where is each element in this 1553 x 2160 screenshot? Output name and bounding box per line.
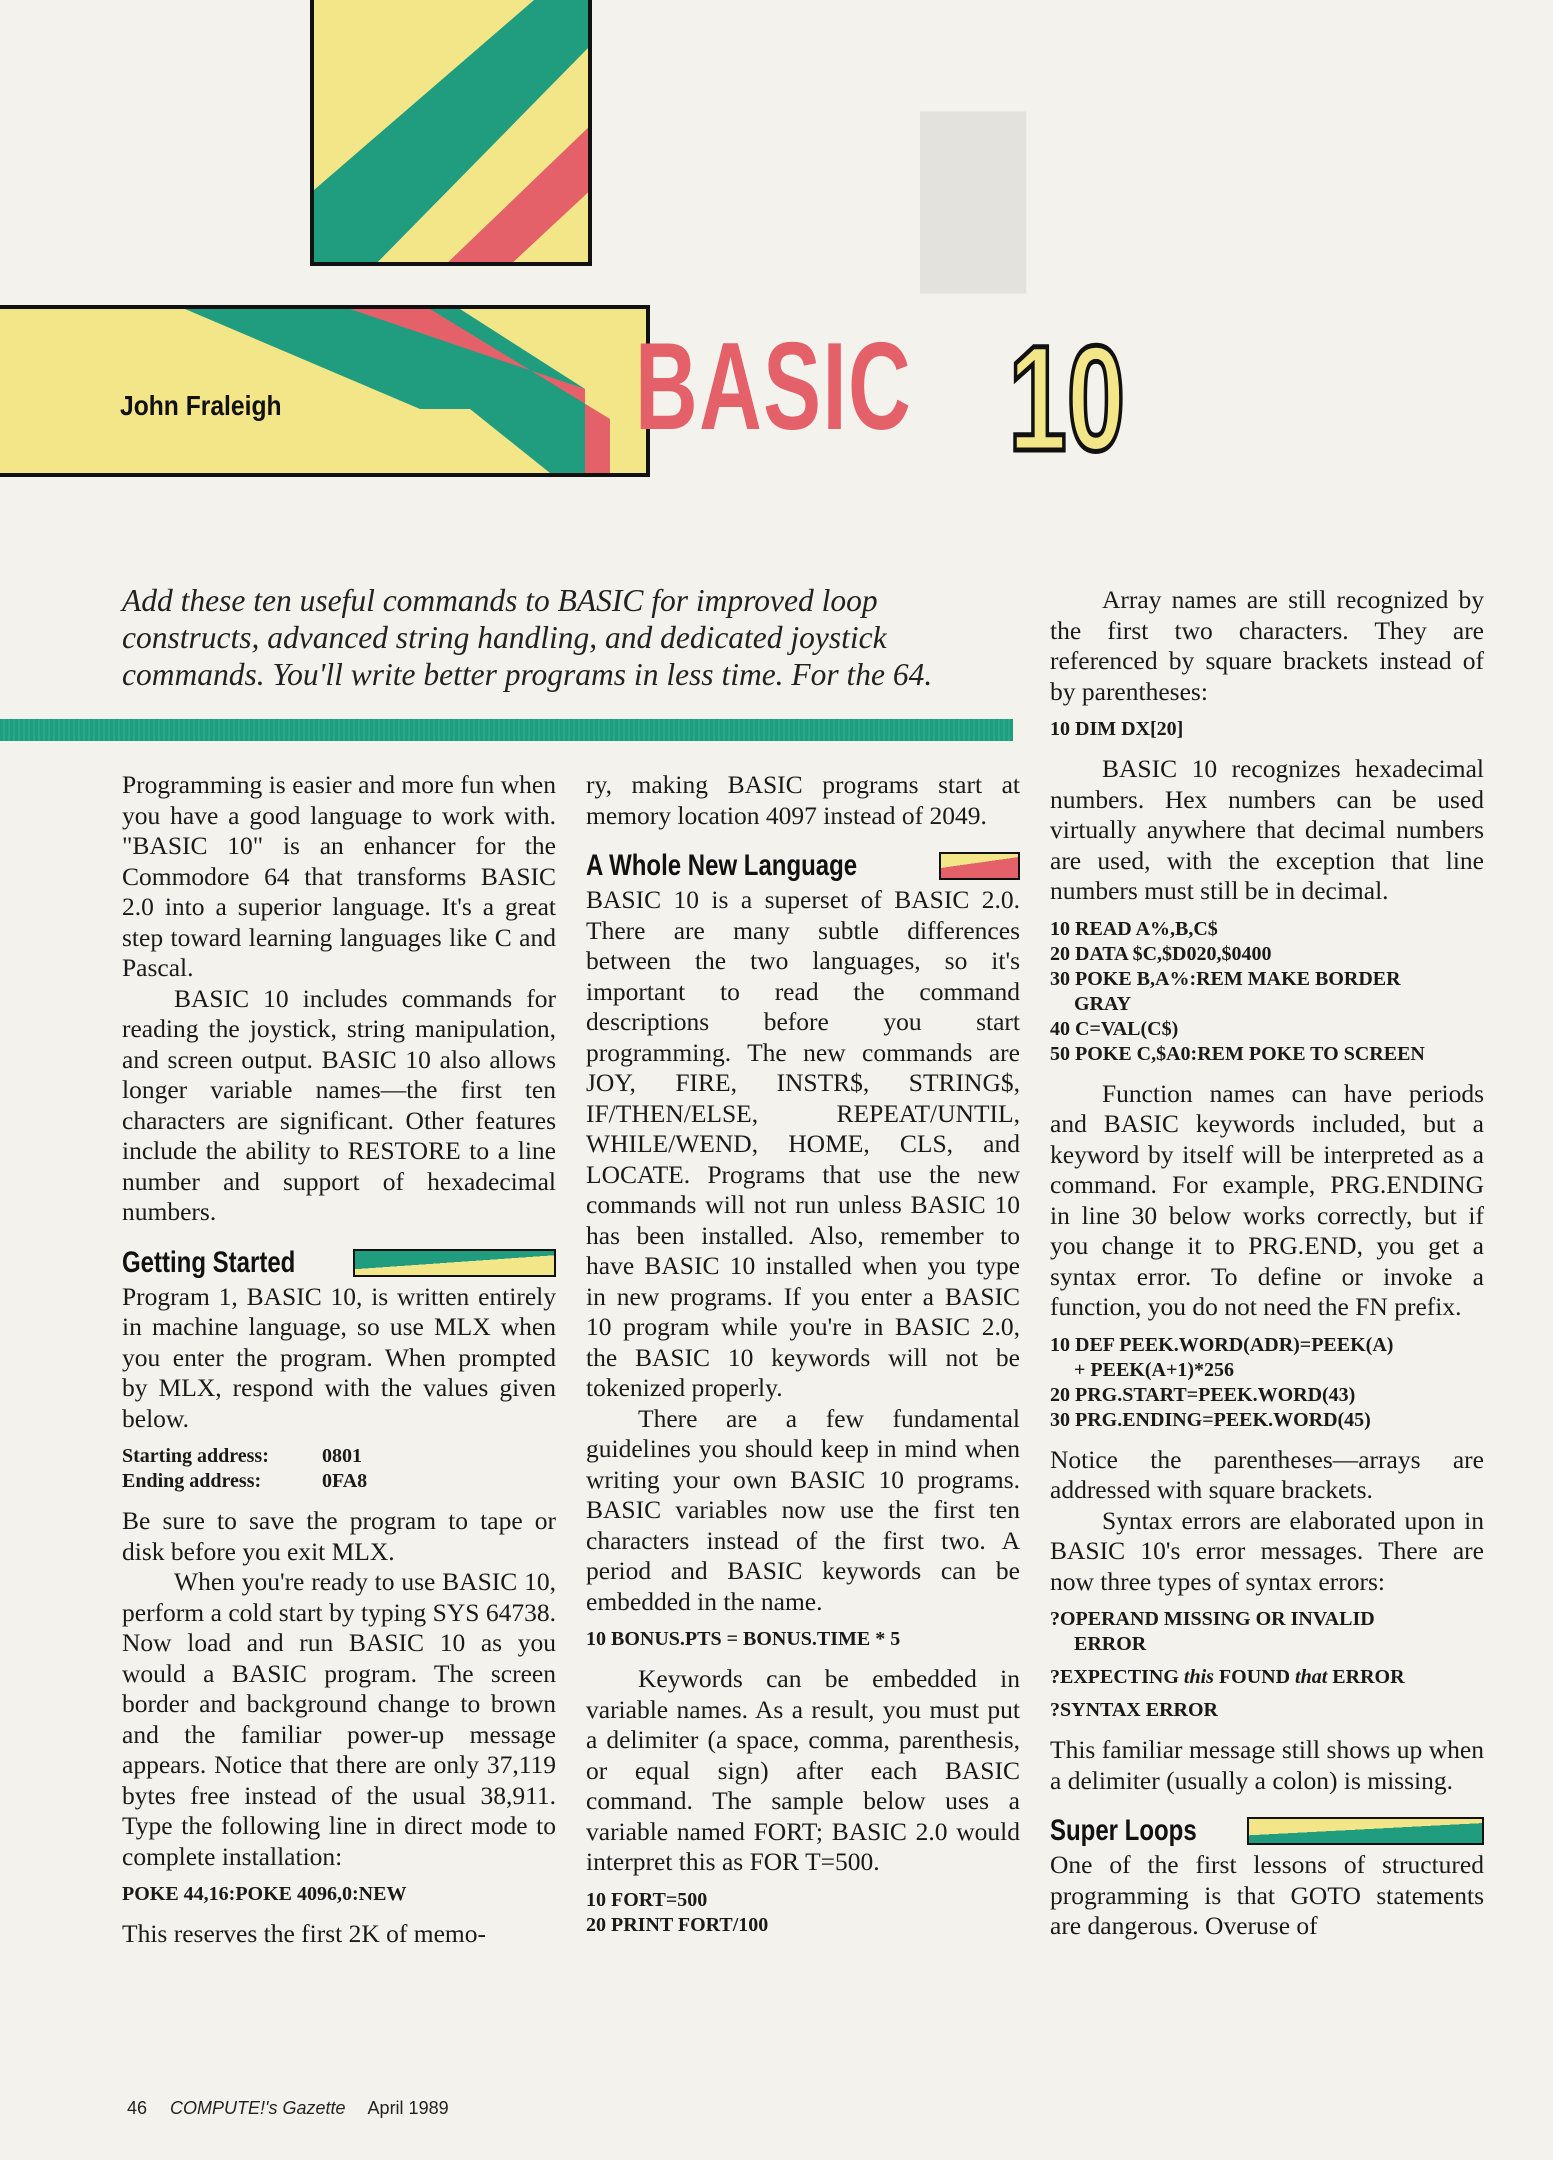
paragraph: This reserves the first 2K of memo- bbox=[122, 1919, 486, 1948]
heading-super-loops bbox=[1050, 1812, 1484, 1850]
paragraph: BASIC 10 is a superset of BASIC 2.0. There are many subtle differences between the two languages, so it's important to read the command descriptions before you start programming. The new commands are JOY, FIRE, INSTR$, STRING$, IF/THEN/ELSE, REPEAT/UNTIL, WHILE/WEND, HOME, CLS, and LOCATE. Programs that use the new commands will not run unless BASIC 10 has been installed. Also, remember to have BASIC 10 installed when you type in new programs. If you enter a BASIC 10 program while you're in BASIC 2.0, the BASIC 10 keywords will not be tokenized properly. bbox=[586, 885, 1020, 1402]
code-line: 20 PRINT FORT/100 bbox=[586, 1913, 769, 1936]
paragraph: Notice the parentheses—arrays are addressed with square brackets. bbox=[1050, 1444, 1484, 1504]
code-line: 10 DEF PEEK.WORD(ADR)=PEEK(A) bbox=[1050, 1333, 1394, 1356]
article-deck: Add these ten useful commands to BASIC for improved loop constructs, advanced string handling, and dedicated joystick commands. You'll write better programs in less time. For the 64. bbox=[122, 583, 933, 692]
heading-whole-new-language bbox=[586, 847, 1020, 885]
code-line: 30 PRG.ENDING=PEEK.WORD(45) bbox=[1050, 1408, 1371, 1431]
paragraph: Syntax errors are elaborated upon in BASIC 10's error messages. There are now three types of syntax errors: bbox=[1050, 1505, 1484, 1596]
magazine-name: COMPUTE!'s Gazette bbox=[170, 2098, 346, 2118]
paragraph: Keywords can be embedded in variable names. As a result, you must put a delimiter (a space, comma, parenthesis, or equal sign) after each BASIC command. The sample below uses a variable named FORT; BASIC 2.0 would interpret this as FOR T=500. bbox=[586, 1664, 1020, 1876]
heading-getting-started bbox=[122, 1244, 556, 1282]
end-address-label: Ending address: bbox=[122, 1470, 262, 1492]
paragraph: Programming is easier and more fun when you have a good language to work with. "BASIC 10" is an enhancer for the Commodore 64 that transforms BASIC 2.0 into a superior language. It's a great step toward learning languages like C and Pascal. bbox=[122, 770, 556, 982]
stripe-graphic-banner bbox=[0, 309, 650, 477]
column-2 bbox=[586, 770, 1020, 1950]
error-line bbox=[1050, 1665, 1484, 1690]
error-text-italic: that bbox=[1295, 1666, 1328, 1688]
header-graphic-box bbox=[310, 0, 592, 266]
code-line: 50 POKE C,$A0:REM POKE TO SCREEN bbox=[1050, 1042, 1425, 1065]
heading-label: A Whole New Language bbox=[586, 849, 858, 882]
code-listing bbox=[1050, 1333, 1484, 1433]
start-address-label: Starting address: bbox=[122, 1445, 269, 1467]
code-line: POKE 44,16:POKE 4096,0:NEW bbox=[122, 1883, 407, 1905]
column-1 bbox=[122, 770, 556, 1950]
code-line: 30 POKE B,A%:REM MAKE BORDER bbox=[1050, 967, 1401, 990]
title-basic: BASIC bbox=[635, 318, 913, 456]
error-text: ?EXPECTING bbox=[1050, 1666, 1184, 1688]
heading-color-bar bbox=[353, 1249, 556, 1277]
paragraph: ry, making BASIC programs start at memory location 4097 instead of 2049. bbox=[586, 770, 1020, 830]
issue-date: April 1989 bbox=[367, 2098, 449, 2118]
paragraph: Program 1, BASIC 10, is written entirely in machine language, so use MLX when you enter the program. When prompted by MLX, respond with the values given below. bbox=[122, 1281, 556, 1433]
page-footer bbox=[127, 2098, 467, 2119]
heading-label: Super Loops bbox=[1050, 1814, 1197, 1847]
code-line: 20 DATA $C,$D020,$0400 bbox=[1050, 942, 1272, 965]
bleed-through-decoration: █ bbox=[920, 112, 1027, 280]
heading-color-bar bbox=[1247, 1817, 1484, 1845]
green-divider-rule bbox=[0, 719, 1013, 741]
end-address-value: 0FA8 bbox=[322, 1470, 368, 1492]
paragraph: This familiar message still shows up when a delimiter (usually a colon) is missing. bbox=[1050, 1735, 1484, 1795]
paragraph: One of the first lessons of structured programming is that GOTO statements are dangerous. Overuse of bbox=[1050, 1850, 1484, 1940]
error-text-italic: this bbox=[1183, 1666, 1214, 1688]
address-listing bbox=[122, 1444, 556, 1494]
code-line: 20 PRG.START=PEEK.WORD(43) bbox=[1050, 1383, 1356, 1406]
title-banner bbox=[0, 305, 650, 477]
error-listing bbox=[1050, 1607, 1484, 1723]
error-line: ?OPERAND MISSING OR INVALID bbox=[1050, 1608, 1375, 1630]
author-byline: John Fraleigh bbox=[120, 390, 282, 421]
paragraph: Array names are still recognized by the first two characters. They are referenced by square brackets instead of by parentheses: bbox=[1050, 585, 1484, 706]
code-line-continued: GRAY bbox=[1074, 992, 1132, 1015]
heading-label: Getting Started bbox=[122, 1245, 296, 1279]
code-listing bbox=[1050, 917, 1484, 1067]
paragraph: BASIC 10 recognizes hexadecimal numbers. Hex numbers can be used virtually anywhere that decimal numbers are used, with the exception that line numbers must still be in decimal. bbox=[1050, 754, 1484, 905]
error-line: ?SYNTAX ERROR bbox=[1050, 1699, 1218, 1721]
error-line-continued: ERROR bbox=[1074, 1633, 1147, 1655]
column-3 bbox=[1050, 585, 1484, 1942]
code-line: 40 C=VAL(C$) bbox=[1050, 1017, 1179, 1040]
paragraph: When you're ready to use BASIC 10, perform a cold start by typing SYS 64738. Now load and run BASIC 10 as you would a BASIC program. The screen border and background change to brown and the familiar power-up message appears. Notice that there are only 37,119 bytes free instead of the usual 38,911. Type the following line in direct mode to complete installation: bbox=[122, 1567, 556, 1871]
code-line: 10 BONUS.PTS = BONUS.TIME * 5 bbox=[586, 1628, 901, 1650]
title-number-10 bbox=[1008, 322, 1126, 462]
error-text: ERROR bbox=[1327, 1666, 1405, 1688]
page-number: 46 bbox=[127, 2098, 148, 2118]
paragraph: Be sure to save the program to tape or disk before you exit MLX. bbox=[122, 1506, 556, 1566]
stripe-graphic-top bbox=[314, 0, 592, 266]
code-listing bbox=[586, 1888, 1020, 1938]
heading-color-bar bbox=[939, 852, 1020, 880]
code-line: 10 FORT=500 bbox=[586, 1888, 708, 1911]
code-line: 10 READ A%,B,C$ bbox=[1050, 917, 1218, 940]
paragraph: There are a few fundamental guidelines you should keep in mind when writing your own BASIC 10 programs. BASIC variables now use the first ten characters instead of the first two. A period and BASIC keywords can be embedded in the name. bbox=[586, 1403, 1020, 1616]
code-line-continued: + PEEK(A+1)*256 bbox=[1074, 1358, 1235, 1381]
title-number-text: 10 bbox=[1008, 322, 1126, 462]
start-address-value: 0801 bbox=[322, 1445, 362, 1467]
paragraph: BASIC 10 includes commands for reading the joystick, string manipulation, and screen output. BASIC 10 also allows longer variable names—the first ten characters are significant. Other features include the ability to RESTORE to a line number and support of hexadecimal numbers. bbox=[122, 983, 556, 1226]
error-text: FOUND bbox=[1213, 1666, 1296, 1688]
paragraph: Function names can have periods and BASIC keywords included, but a keyword by itself will be interpreted as a command. For example, PRG.ENDING in line 30 below works correctly, but if you change it to PRG.END, you get a syntax error. To define or invoke a function, you do not need the FN prefix. bbox=[1050, 1078, 1484, 1321]
code-line: 10 DIM DX[20] bbox=[1050, 718, 1184, 740]
